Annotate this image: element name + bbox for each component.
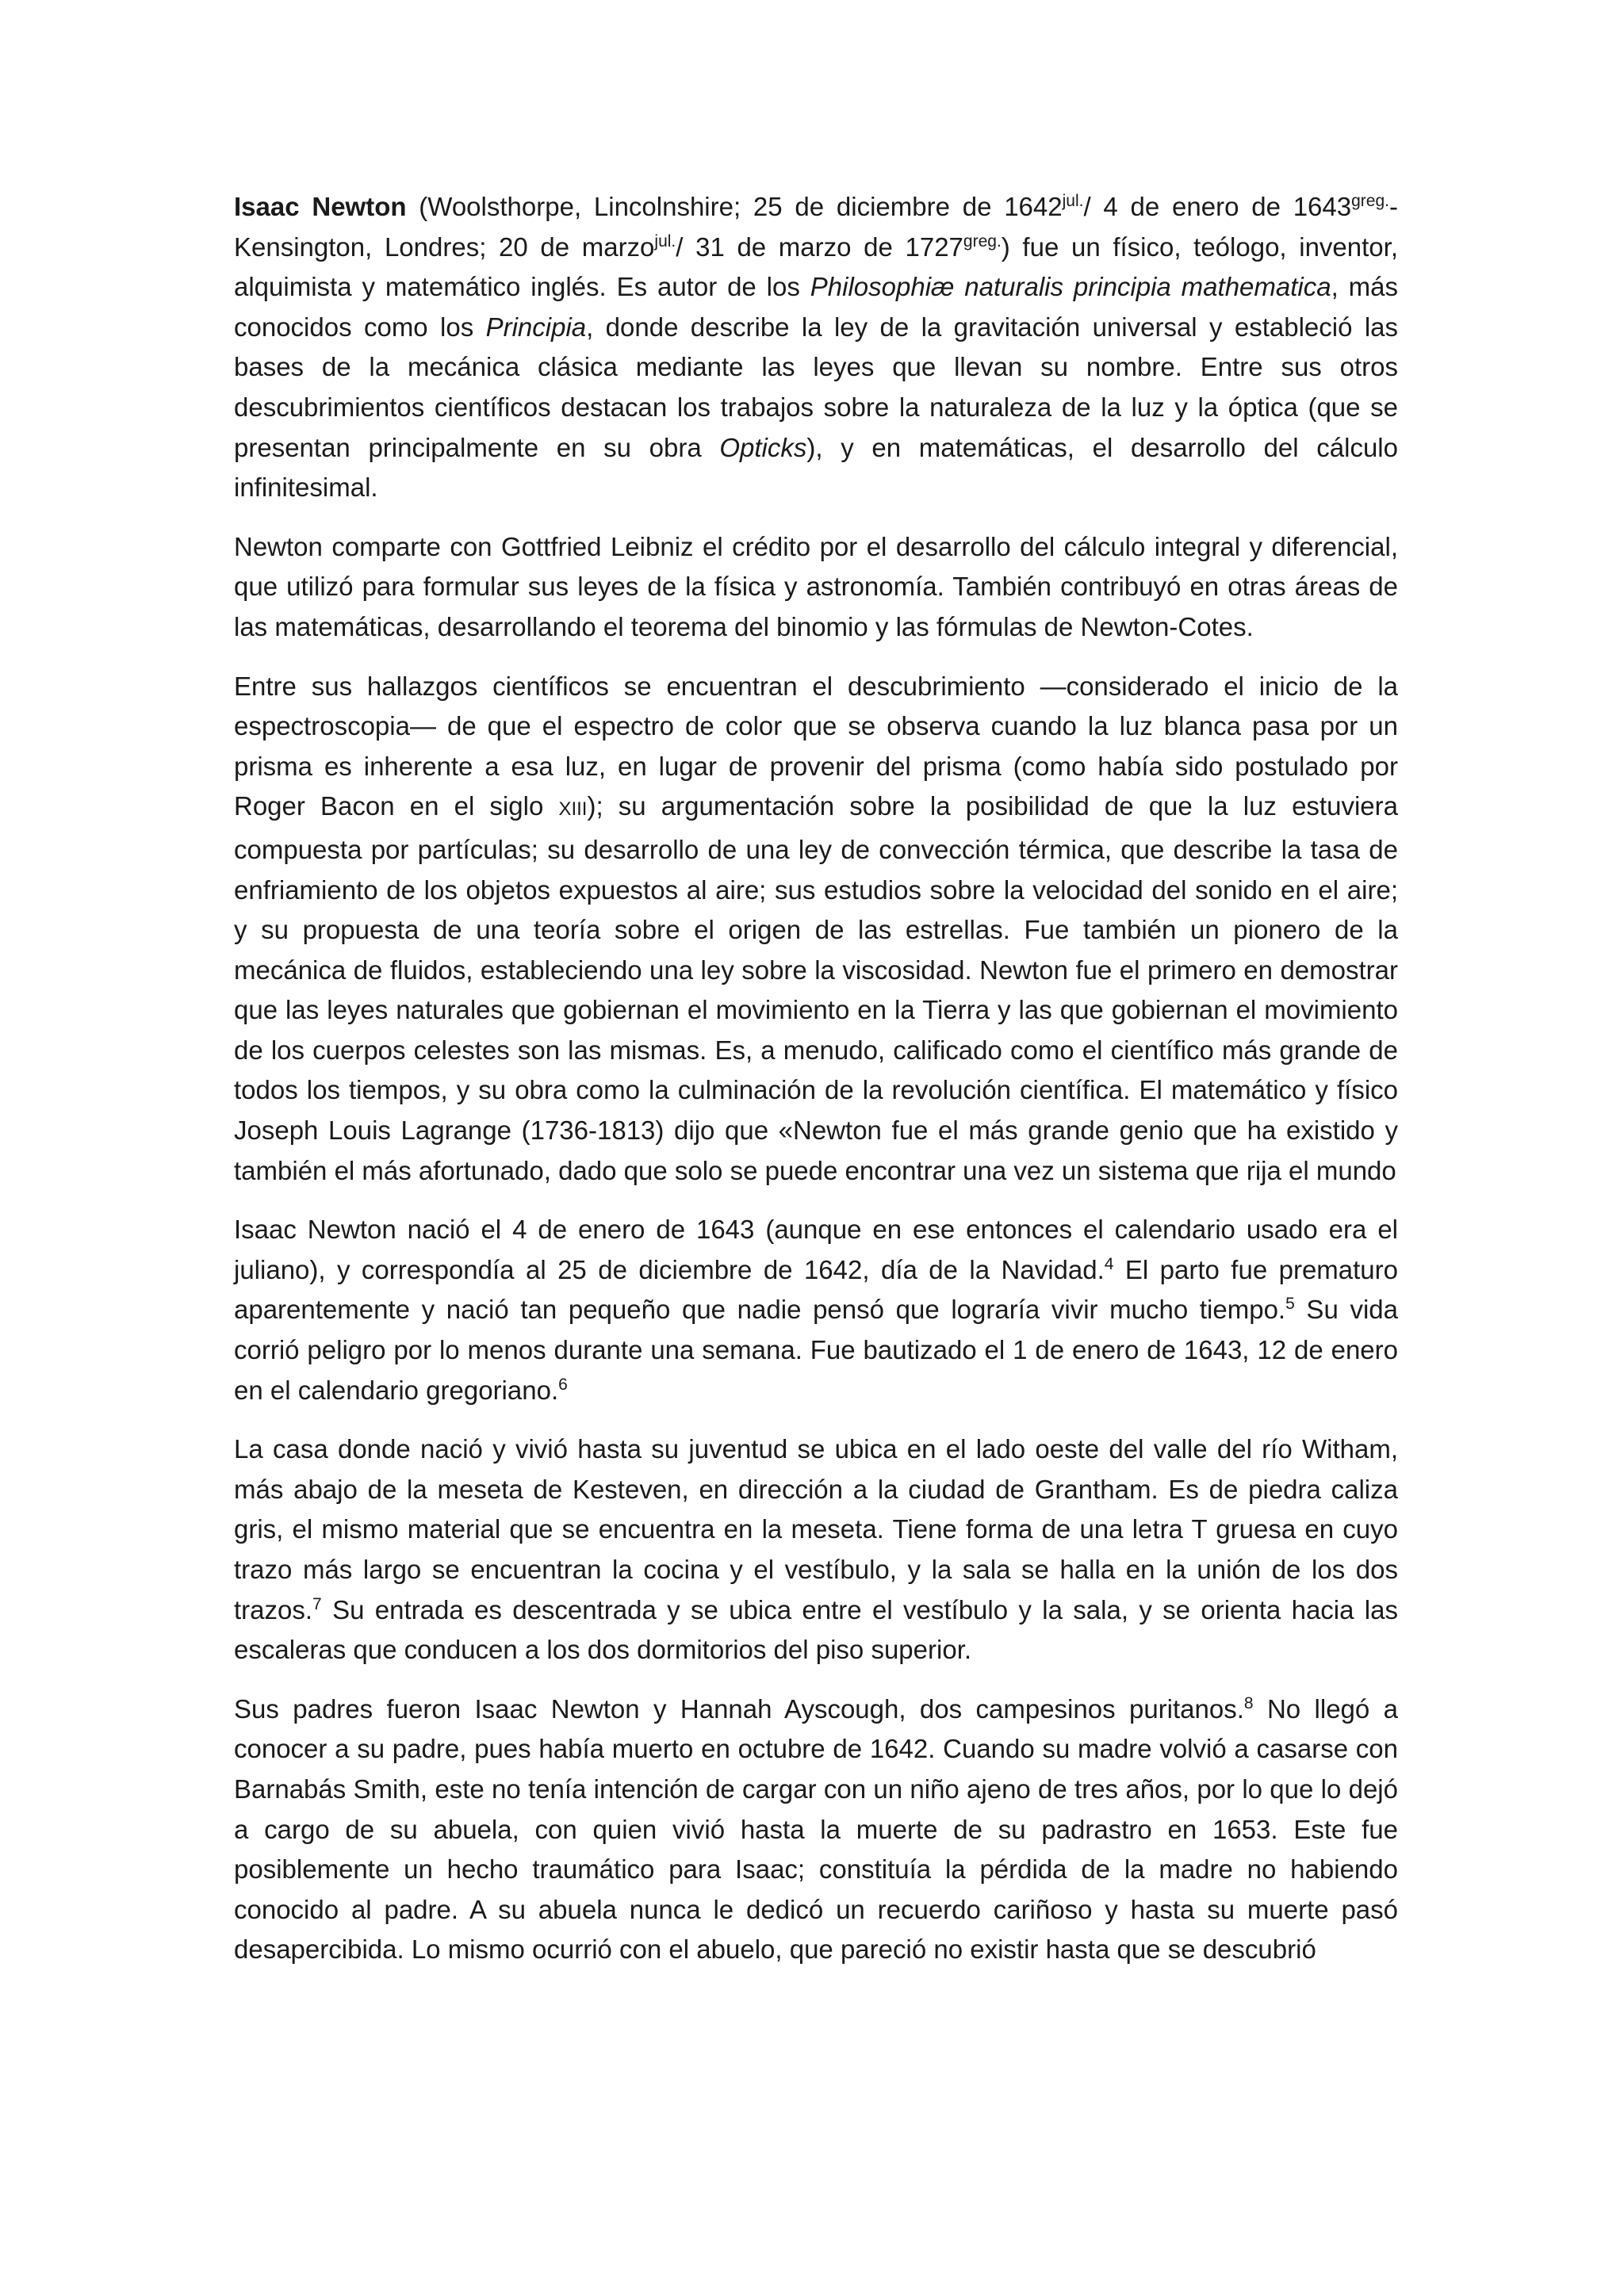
- document-body: [234, 187, 1398, 1989]
- text-segment: / 4 de enero de 1643: [1083, 192, 1352, 221]
- text-segment: Newton comparte con Gottfried Leibniz el crédito por el desarrollo del cálculo integral y diferencial, que utilizó para formular sus leyes de la física y astronomía. También contribuyó en otras áreas de las matemáticas, desarrollando el teorema del binomio y las fórmulas de Newton-Cotes.: [234, 531, 1398, 641]
- paragraph-5: [234, 1429, 1398, 1670]
- text-segment: , más conocidos como los: [234, 272, 1398, 342]
- superscript: 8: [1243, 1693, 1254, 1712]
- italic-text: Philosophiæ naturalis principia mathematica: [810, 272, 1331, 302]
- paragraph-2: [234, 527, 1398, 648]
- paragraph-4: [234, 1210, 1398, 1410]
- superscript: jul.: [1062, 192, 1084, 210]
- superscript: greg.: [1351, 192, 1389, 210]
- small-caps-text: XIII: [558, 798, 588, 821]
- italic-text: Opticks: [719, 432, 807, 462]
- text-segment: Isaac Newton nació el 4 de enero de 1643 (aunque en ese entonces el calendario usado era el juliano), y correspondía al 25 de diciembre de 1642, día de la Navidad.: [234, 1215, 1398, 1284]
- text-segment: ) fue un físico, teólogo, inventor, alquimista y matemático inglés. Es autor de los: [234, 232, 1398, 302]
- text-segment: Su entrada es descentrada y se ubica entre el vestíbulo y la sala, y se orienta hacia las escaleras que conducen a los dos dormitorios del piso superior.: [234, 1594, 1398, 1665]
- text-segment: / 31 de marzo de 1727: [676, 232, 963, 262]
- italic-text: Principia: [485, 312, 587, 342]
- superscript: 7: [312, 1594, 322, 1613]
- text-segment: Sus padres fueron Isaac Newton y Hannah Ayscough, dos campesinos puritanos.: [234, 1693, 1244, 1724]
- text-segment: -Kensington, Londres; 20 de marzo: [234, 192, 1398, 262]
- paragraph-3: [234, 667, 1398, 1192]
- superscript: greg.: [963, 232, 1002, 251]
- paragraph-1: [234, 187, 1398, 508]
- text-segment: (Woolsthorpe, Lincolnshire; 25 de diciembre de 1642: [406, 192, 1063, 221]
- text-segment: Su vida corrió peligro por lo menos durante una semana. Fue bautizado el 1 de enero de 1643, 12 de enero en el calendario gregoriano.: [234, 1295, 1398, 1405]
- superscript: 5: [1285, 1295, 1295, 1314]
- text-segment: , donde describe la ley de la gravitación universal y estableció las bases de la mecánica clásica mediante las leyes que llevan su nombre. Entre sus otros descubrimientos científicos destacan los trabajos sobre la naturaleza de la luz y la óptica (que se presentan principalmente en su obra: [234, 312, 1398, 462]
- text-segment: ), y en matemáticas, el desarrollo del cálculo infinitesimal.: [234, 432, 1398, 503]
- paragraph-6: [234, 1689, 1398, 1970]
- bold-text: Isaac Newton: [234, 192, 407, 221]
- text-segment: Entre sus hallazgos científicos se encuentran el descubrimiento —considerado el inicio de la espectroscopia— de que el espectro de color que se observa cuando la luz blanca pasa por un prisma es inherente a esa luz, en lugar de provenir del prisma (como había sido postulado por Roger Bacon en el siglo: [234, 671, 1398, 821]
- text-segment: ); su argumentación sobre la posibilidad de que la luz estuviera compuesta por partículas; su desarrollo de una ley de convección térmica, que describe la tasa de enfriamiento de los objetos expuestos al aire; sus estudios sobre la velocidad del sonido en el aire; y su propuesta de una teoría sobre el origen de las estrellas. Fue también un pionero de la mecánica de fluidos, estableciendo una ley sobre la viscosidad. Newton fue el primero en demostrar que las leyes naturales que gobiernan el movimiento en la Tierra y las que gobiernan el movimiento de los cuerpos celestes son las mismas. Es, a menudo, calificado como el científico más grande de todos los tiempos, y su obra como la culminación de la revolución científica. El matemático y físico Joseph Louis Lagrange (1736-1813) dijo que «Newton fue el más grande genio que ha existido y también el más afortunado, dado que solo se puede encontrar una vez un sistema que rija el mundo: [234, 791, 1398, 1185]
- text-segment: La casa donde nació y vivió hasta su juventud se ubica en el lado oeste del valle del río Witham, más abajo de la meseta de Kesteven, en dirección a la ciudad de Grantham. Es de piedra caliza gris, el mismo material que se encuentra en la meseta. Tiene forma de una letra T gruesa en cuyo trazo más largo se encuentran la cocina y el vestíbulo, y la sala se halla en la unión de los dos trazos.: [234, 1434, 1398, 1624]
- superscript: 6: [558, 1375, 568, 1394]
- text-segment: No llegó a conocer a su padre, pues había muerto en octubre de 1642. Cuando su madre volvió a casarse con Barnabás Smith, este no tenía intención de cargar con un niño ajeno de tres años, por lo que lo dejó a cargo de su abuela, con quien vivió hasta la muerte de su padrastro en 1653. Este fue posiblemente un hecho traumático para Isaac; constituía la pérdida de la madre no habiendo conocido al padre. A su abuela nunca le dedicó un recuerdo cariñoso y hasta su muerte pasó desapercibida. Lo mismo ocurrió con el abuelo, que pareció no existir hasta que se descubrió: [234, 1693, 1398, 1965]
- text-segment: El parto fue prematuro aparentemente y nació tan pequeño que nadie pensó que lograría vivir mucho tiempo.: [234, 1254, 1398, 1325]
- superscript: 4: [1104, 1254, 1114, 1273]
- superscript: jul.: [654, 232, 676, 251]
